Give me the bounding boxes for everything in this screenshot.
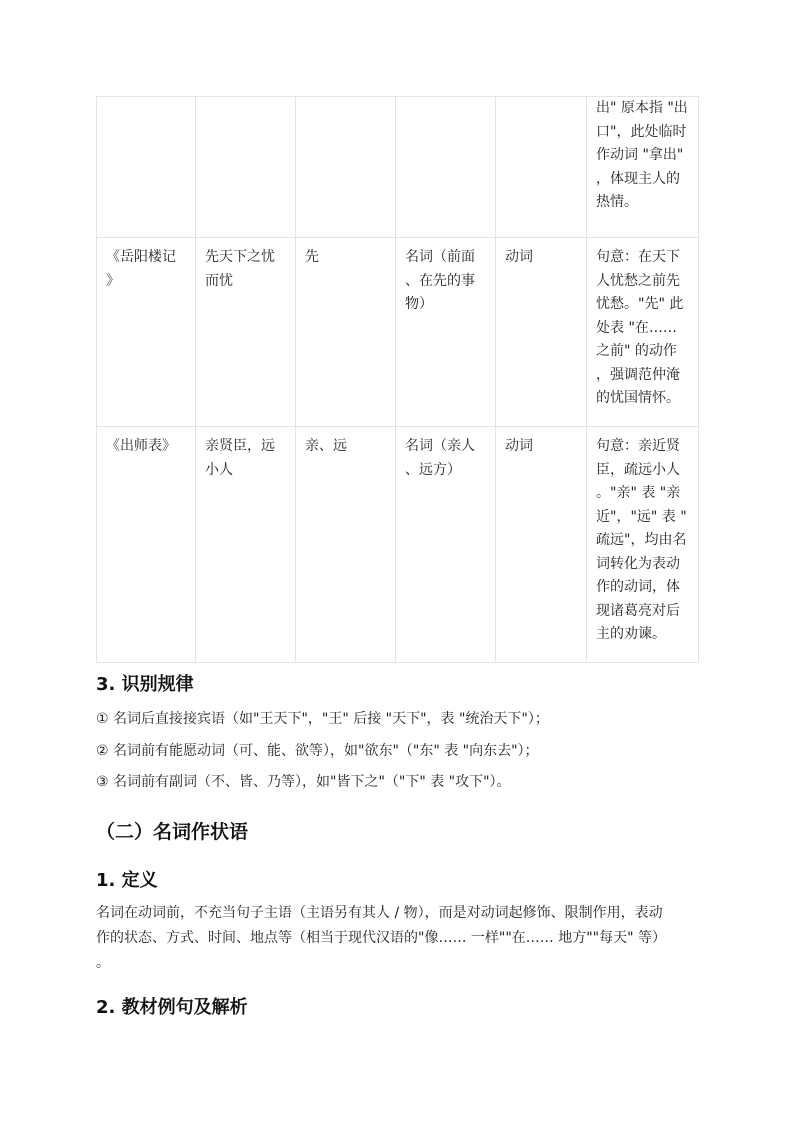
table-cell (296, 97, 396, 238)
table-cell: 句意：亲近贤 臣，疏远小人 。"亲" 表 "亲 近"，"远" 表 " 疏远"，均由名 词转化为表动 作的动词，体 现诸葛亮对后 主的劝谏。 (587, 427, 699, 663)
definition-paragraph: 名词在动词前，不充当句子主语（主语另有其人 / 物），而是对动词起修饰、限制作用，表动 作的状态、方式、时间、地点等（相当于现代汉语的"像…… 一样""在…… 地方""每天" 等） 。 (96, 905, 666, 971)
examples-heading: 2. 教材例句及解析 (96, 997, 248, 1018)
table-cell: 亲、远 (296, 427, 396, 663)
definition-heading: 1. 定义 (96, 870, 158, 891)
table-cell: 《出师表》 (97, 427, 196, 663)
part-heading-noun-as-adverbial: （二）名词作状语 (96, 821, 249, 843)
table-cell: 先天下之忧 而忧 (196, 238, 296, 427)
table-cell: 动词 (496, 427, 587, 663)
table-row (97, 97, 699, 238)
table-row (97, 238, 699, 427)
table-cell: 出" 原本指 "出 口"，此处临时 作动词 "拿出" ，体现主人的 热情。 (587, 97, 699, 238)
table-cell: 先 (296, 238, 396, 427)
table-cell: 名词（亲人 、远方） (396, 427, 496, 663)
table-cell: 名词（前面 、在先的事 物） (396, 238, 496, 427)
table-cell (196, 97, 296, 238)
table-cell (97, 97, 196, 238)
section-heading-recognition-rules: 3. 识别规律 (96, 674, 194, 695)
rule-item: ③ 名词前有副词（不、皆、乃等），如"皆下之"（"下" 表 "攻下"）。 (96, 774, 511, 790)
table-row (97, 427, 699, 663)
table-cell: 《岳阳楼记 》 (97, 238, 196, 427)
table-cell: 动词 (496, 238, 587, 427)
table-cell (496, 97, 587, 238)
noun-usage-table (96, 96, 699, 663)
table-cell (396, 97, 496, 238)
table-cell: 亲贤臣，远 小人 (196, 427, 296, 663)
rule-item: ① 名词后直接接宾语（如"王天下"，"王" 后接 "天下"，表 "统治天下"）； (96, 711, 549, 727)
rule-item: ② 名词前有能愿动词（可、能、欲等），如"欲东"（"东" 表 "向东去"）； (96, 743, 539, 759)
table-cell: 句意：在天下 人忧愁之前先 忧愁。"先" 此 处表 "在…… 之前" 的动作 ，强调范仲淹 的忧国情怀。 (587, 238, 699, 427)
